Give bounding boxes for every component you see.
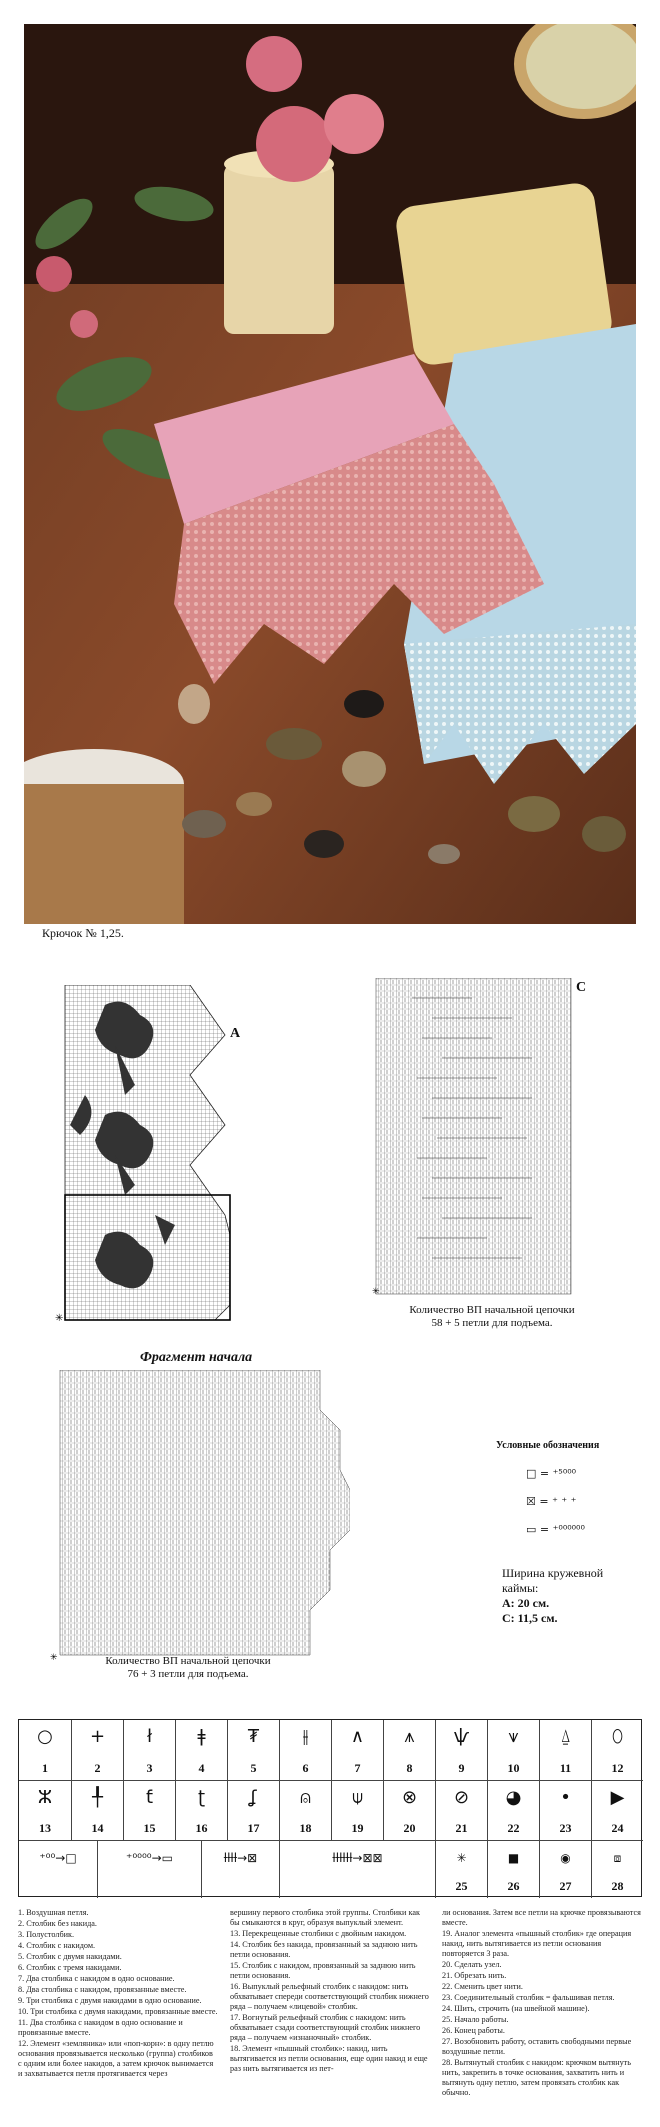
fragment-title: Фрагмент начала (140, 1350, 253, 1365)
chart-c-caption-line2: 58 + 5 петли для подъема. (431, 1317, 553, 1329)
chart-c-caption-line1: Количество ВП начальной цепочки (409, 1304, 575, 1316)
note-item: ли основания. Затем все петли на крючке провязываются вместе. (442, 1908, 641, 1927)
symbol-cell (123, 1780, 175, 1840)
symbol-cell (487, 1840, 539, 1898)
symbol-cell (97, 1840, 201, 1898)
note-item: 8. Два столбика с накидом, провязанные вместе. (18, 1985, 187, 1994)
symbol-cell (201, 1840, 279, 1898)
legend-open-mesh: □ = ⁺⁵⁰⁰⁰ (526, 1467, 577, 1480)
legend-filled-mesh: ☒ = ⁺ ⁺ ⁺ (526, 1495, 577, 1508)
symbol-cell (591, 1840, 643, 1898)
note-item: 3. Полустолбик. (18, 1930, 75, 1939)
note-item: вершину первого столбика этой группы. Столбики как бы смыкаются в круг, образуя выпуклый элемент. (230, 1908, 420, 1927)
symbol-number: 6 (302, 1761, 309, 1775)
note-item: 20. Сделать узел. (442, 1960, 502, 1969)
note-item: 7. Два столбика с накидом в одно основание. (18, 1974, 175, 1983)
symbol-glyph: + (89, 1726, 106, 1747)
note-item: 24. Шить, строчить (на швейной машине). (442, 2004, 590, 2013)
symbol-glyph: ⫲ (302, 1726, 309, 1747)
symbol-glyph: ⬯ (611, 1726, 624, 1747)
symbol-glyph: ▶ (610, 1787, 625, 1808)
symbol-glyph: ⵣ (37, 1787, 53, 1808)
symbol-glyph: ∧ (350, 1726, 365, 1747)
symbol-glyph: ⩚ (404, 1726, 415, 1747)
chart-a-grid (45, 985, 245, 1333)
symbol-glyph: • (560, 1787, 571, 1808)
notes-col1 (18, 1908, 218, 2080)
lace-width-a: A: 20 см. (502, 1596, 550, 1610)
fragment-chart (50, 1370, 350, 1670)
symbol-glyph: ʆ (250, 1787, 257, 1808)
symbol-number: 21 (455, 1821, 468, 1835)
symbol-glyph: ѱ (453, 1726, 470, 1747)
symbol-cell (435, 1780, 487, 1840)
svg-text:✳: ✳ (50, 1653, 58, 1663)
symbol-glyph: ⍝ (300, 1787, 311, 1808)
note-item: 17. Вогнутый рельефный столбик с накидом: нить обхватывает сзади соответствующий столбик нижнего ряда – получаем «изнаночный» столбик. (230, 2013, 421, 2042)
symbol-glyph: ✳ (456, 1851, 467, 1865)
legend-items (526, 1460, 585, 1544)
symbol-number: 22 (507, 1821, 520, 1835)
symbol-glyph: ╀ (92, 1787, 103, 1808)
symbol-number: 24 (611, 1821, 624, 1835)
symbol-glyph: ⁺⁰⁰→□ (39, 1851, 77, 1865)
chart-c-grid (372, 978, 580, 1296)
symbol-number: 26 (507, 1879, 520, 1893)
symbol-number: 27 (559, 1879, 572, 1893)
note-item: 5. Столбик с двумя накидами. (18, 1952, 122, 1961)
symbol-cell (591, 1720, 643, 1780)
note-item: 11. Два столбика с накидом в одно основание и провязанные вместе. (18, 2018, 183, 2037)
note-item: 18. Элемент «пышный столбик»: накид, нить вытягивается из петли основания, еще один накид и еще раз нить вытягивается из пет- (230, 2044, 428, 2073)
lace-width-c: C: 11,5 см. (502, 1611, 558, 1625)
fragment-chart-grid (50, 1370, 350, 1670)
note-item: 12. Элемент «земляника» или «поп-корн»: в одну петлю основания провязывается несколько (группа) столбиков с одним или более накидов, а затем крючок вынимается и захватывается петля протягивается через (18, 2039, 214, 2078)
note-item: 9. Три столбика с двумя накидами в одно основание. (18, 1996, 202, 2005)
symbol-number: 12 (611, 1761, 624, 1775)
symbol-notes (18, 1908, 642, 2120)
symbol-number: 4 (198, 1761, 205, 1775)
symbol-cell (227, 1720, 279, 1780)
note-item: 6. Столбик с тремя накидами. (18, 1963, 122, 1972)
symbol-number: 20 (403, 1821, 416, 1835)
chart-a (45, 985, 245, 1333)
note-item: 14. Столбик без накида, провязанный за заднюю нить петли основания. (230, 1940, 418, 1959)
note-item: 13. Перекрещенные столбики с двойным накидом. (230, 1929, 407, 1938)
symbol-glyph: ǂ (197, 1726, 206, 1747)
symbol-number: 14 (91, 1821, 104, 1835)
symbol-cell (539, 1780, 591, 1840)
symbol-glyph: ₮ (247, 1726, 260, 1747)
legend-title: Условные обозначения (496, 1440, 600, 1451)
symbol-number: 11 (559, 1761, 572, 1775)
note-item: 22. Сменить цвет нити. (442, 1982, 523, 1991)
symbol-number: 8 (406, 1761, 413, 1775)
lace-width-block (502, 1566, 603, 1626)
symbol-glyph: ⊘ (453, 1787, 470, 1808)
symbol-glyph: ⊗ (401, 1787, 418, 1808)
note-item: 28. Вытянутый столбик с накидом: крючком вытянуть нить, закрепить в точке основания, захватить нить и вытянуть одну петлю, затем провязать столбик как обычно. (442, 2058, 631, 2097)
symbol-number: 2 (94, 1761, 101, 1775)
symbol-glyph: ◕ (505, 1787, 522, 1808)
symbol-glyph: ł (146, 1726, 153, 1747)
symbol-cell (331, 1720, 383, 1780)
symbol-glyph: ⍙ (560, 1726, 571, 1747)
symbol-cell (71, 1780, 123, 1840)
legend-long-mesh: ▭ = ⁺⁰⁰⁰⁰⁰⁰ (526, 1523, 585, 1536)
note-item: 19. Аналог элемента «пышный столбик» где операция накид, нить вытягивается из петли основания повторяется 3 раза. (442, 1929, 632, 1958)
symbol-cell (383, 1780, 435, 1840)
note-item: 1. Воздушная петля. (18, 1908, 89, 1917)
symbol-number: 3 (146, 1761, 153, 1775)
symbol-number: 9 (458, 1761, 465, 1775)
symbol-number: 28 (611, 1879, 624, 1893)
lace-width-title-line2: каймы: (502, 1581, 539, 1595)
symbol-number: 13 (39, 1821, 51, 1835)
symbol-cell (487, 1720, 539, 1780)
note-item: 2. Столбик без накида. (18, 1919, 97, 1928)
symbol-glyph: ⍦ (352, 1787, 363, 1808)
note-item: 10. Три столбика с двумя накидами, провязанные вместе. (18, 2007, 218, 2016)
symbol-cell (175, 1780, 227, 1840)
chart-c-label: C (576, 980, 587, 995)
symbol-number: 19 (351, 1821, 364, 1835)
svg-text:✳: ✳ (372, 1287, 380, 1296)
notes-col3 (442, 1908, 642, 2099)
note-item: 23. Соединительный столбик = фальшивая петля. (442, 1993, 615, 2002)
towels-photo-drawing (24, 24, 636, 924)
symbol-cell (591, 1780, 643, 1840)
chart-c-caption (392, 1304, 592, 1330)
symbol-cell (279, 1840, 435, 1898)
hook-caption: Крючок № 1,25. (42, 926, 124, 940)
symbol-number: 10 (507, 1761, 520, 1775)
symbol-cell (435, 1720, 487, 1780)
note-item: 25. Начало работы. (442, 2015, 509, 2024)
symbol-number: 25 (455, 1879, 468, 1893)
symbol-number: 18 (299, 1821, 312, 1835)
towels-photo (24, 24, 636, 924)
notes-col2 (230, 1908, 430, 2075)
symbol-cell (71, 1720, 123, 1780)
symbol-cell (435, 1840, 487, 1898)
svg-text:✳: ✳ (55, 1313, 64, 1324)
symbol-number: 16 (195, 1821, 208, 1835)
symbol-cell (227, 1780, 279, 1840)
symbol-table (18, 1719, 642, 1897)
lace-width-title-line1: Ширина кружевной (502, 1566, 604, 1580)
symbol-glyph: ƚƚƚƚ→⊠ (223, 1851, 258, 1865)
note-item: 16. Выпуклый рельефный столбик с накидом: нить обхватывает спереди соответствующий столбик нижнего ряда – получаем «лицевой» столбик. (230, 1982, 429, 2011)
symbol-cell (123, 1720, 175, 1780)
symbol-glyph: ○ (37, 1726, 53, 1747)
symbol-cell (279, 1720, 331, 1780)
symbol-cell (539, 1840, 591, 1898)
fragment-caption-line1: Количество ВП начальной цепочки (105, 1655, 271, 1667)
symbol-cell (175, 1720, 227, 1780)
symbol-cell (279, 1780, 331, 1840)
chart-a-label: A (230, 1026, 241, 1041)
symbol-glyph: ⧈ (613, 1851, 622, 1865)
symbol-number: 7 (354, 1761, 361, 1775)
symbol-glyph: ƚƚƚƚƚƚ→⊠⊠ (332, 1851, 383, 1865)
symbol-number: 23 (559, 1821, 572, 1835)
fragment-caption (88, 1655, 288, 1681)
chart-c (372, 978, 580, 1296)
fragment-caption-line2: 76 + 3 петли для подъема. (127, 1668, 249, 1680)
symbol-cell (383, 1720, 435, 1780)
symbol-glyph: ■ (507, 1851, 520, 1865)
symbol-cell (331, 1780, 383, 1840)
symbol-cell (487, 1780, 539, 1840)
symbol-glyph: ⩛ (508, 1726, 519, 1747)
symbol-cell (19, 1780, 71, 1840)
symbol-glyph: ⁺⁰⁰⁰⁰→▭ (126, 1851, 173, 1865)
note-item: 27. Возобновить работу, оставить свободными первые воздушные петли. (442, 2037, 632, 2056)
note-item: 26. Конец работы. (442, 2026, 505, 2035)
symbol-glyph: ʈ (197, 1787, 206, 1808)
symbol-glyph: ƭ (145, 1787, 154, 1808)
symbol-cell (19, 1720, 71, 1780)
symbol-glyph: ◉ (560, 1851, 571, 1865)
symbol-cell (539, 1720, 591, 1780)
note-item: 15. Столбик с накидом, провязанный за заднюю нить петли основания. (230, 1961, 416, 1980)
note-item: 21. Обрезать нить. (442, 1971, 507, 1980)
symbol-number: 17 (247, 1821, 260, 1835)
symbol-cell (19, 1840, 97, 1898)
symbol-number: 5 (250, 1761, 257, 1775)
symbol-number: 1 (42, 1761, 48, 1775)
symbol-number: 15 (143, 1821, 156, 1835)
note-item: 4. Столбик с накидом. (18, 1941, 96, 1950)
